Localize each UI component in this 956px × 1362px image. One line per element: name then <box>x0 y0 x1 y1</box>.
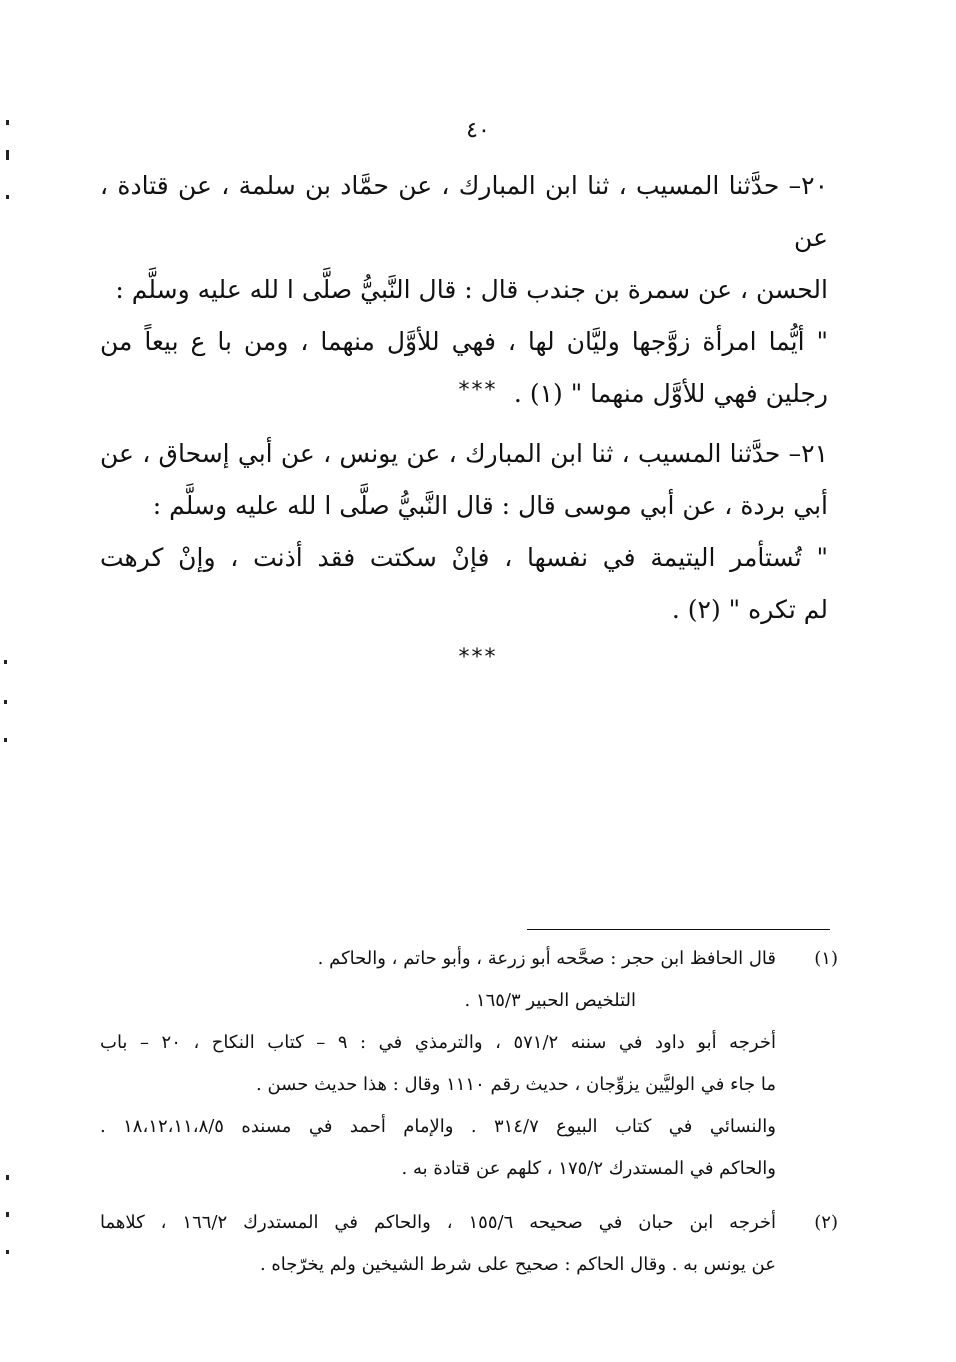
footnote-line: عن يونس به . وقال الحاكم : صحيح على شرط الشيخين ولم يخرّجاه . <box>259 1254 776 1275</box>
footnote-line: التلخيص الحبير ١٦٥/٣ . <box>464 990 636 1011</box>
footnote-number: (١) <box>814 948 838 969</box>
scan-speck <box>4 738 7 742</box>
footnote-line: قال الحافظ ابن حجر : صحَّحه أبو زرعة ، وأبو حاتم ، والحاكم . <box>317 948 776 969</box>
hadith-line: ٢٠– حدَّثنا المسيب ، ثنا ابن المبارك ، عن حمَّاد بن سلمة ، عن قتادة ، عن <box>100 171 828 252</box>
footnote-number: (٢) <box>814 1212 838 1233</box>
footnote-divider <box>527 929 830 930</box>
hadith-line: لم تكره " (٢) . <box>671 595 828 624</box>
scan-speck <box>6 1175 9 1180</box>
footnote-line: ما جاء في الوليَّين يزوِّجان ، حديث رقم ١١١٠ وقال : هذا حديث حسن . <box>256 1074 776 1095</box>
footnote-line: أخرجه أبو داود في سننه ٥٧١/٢ ، والترمذي في : ٩ – كتاب النكاح ، ٢٠ – باب <box>100 1032 776 1053</box>
hadith-line: " أيُّما امرأة زوَّجها وليَّان لها ، فهي للأوَّل منهما ، ومن با ع بيعاً من <box>100 327 828 356</box>
scan-speck <box>6 120 9 125</box>
section-separator: *** <box>458 378 498 403</box>
footnote-line: والنسائي في كتاب البيوع ٣١٤/٧ . والإمام أحمد في مسنده ١٨،١٢،١١،٨/٥ . <box>100 1116 776 1137</box>
page-number: ٤٠ <box>466 118 490 143</box>
hadith-line: " تُستأمر اليتيمة في نفسها ، فإنْ سكتت فقد أذنت ، وإنْ كرهت <box>100 543 828 572</box>
scan-speck <box>6 1212 9 1217</box>
scan-speck <box>6 150 9 160</box>
scan-speck <box>4 700 7 704</box>
section-separator: *** <box>458 645 498 670</box>
scan-speck <box>6 195 9 199</box>
hadith-line: أبي بردة ، عن أبي موسى قال : قال النَّبيُّ صلَّى ا لله عليه وسلَّم : <box>152 491 828 520</box>
hadith-line: ٢١– حدَّثنا المسيب ، ثنا ابن المبارك ، عن يونس ، عن أبي إسحاق ، عن <box>100 439 828 468</box>
footnote-2 <box>100 1202 838 1286</box>
footnote-line: والحاكم في المستدرك ١٧٥/٢ ، كلهم عن قتادة به . <box>401 1158 776 1179</box>
hadith-line: رجلين فهي للأوَّل منهما " (١) . <box>513 379 828 408</box>
footnote-line: أخرجه ابن حبان في صحيحه ١٥٥/٦ ، والحاكم في المستدرك ١٦٦/٢ ، كلاهما <box>100 1212 777 1233</box>
hadith-21 <box>100 428 828 636</box>
scan-speck <box>4 660 7 664</box>
scan-speck <box>6 1250 9 1254</box>
hadith-line: الحسن ، عن سمرة بن جندب قال : قال النَّبيُّ صلَّى ا لله عليه وسلَّم : <box>115 275 828 304</box>
footnote-1 <box>100 938 838 1190</box>
